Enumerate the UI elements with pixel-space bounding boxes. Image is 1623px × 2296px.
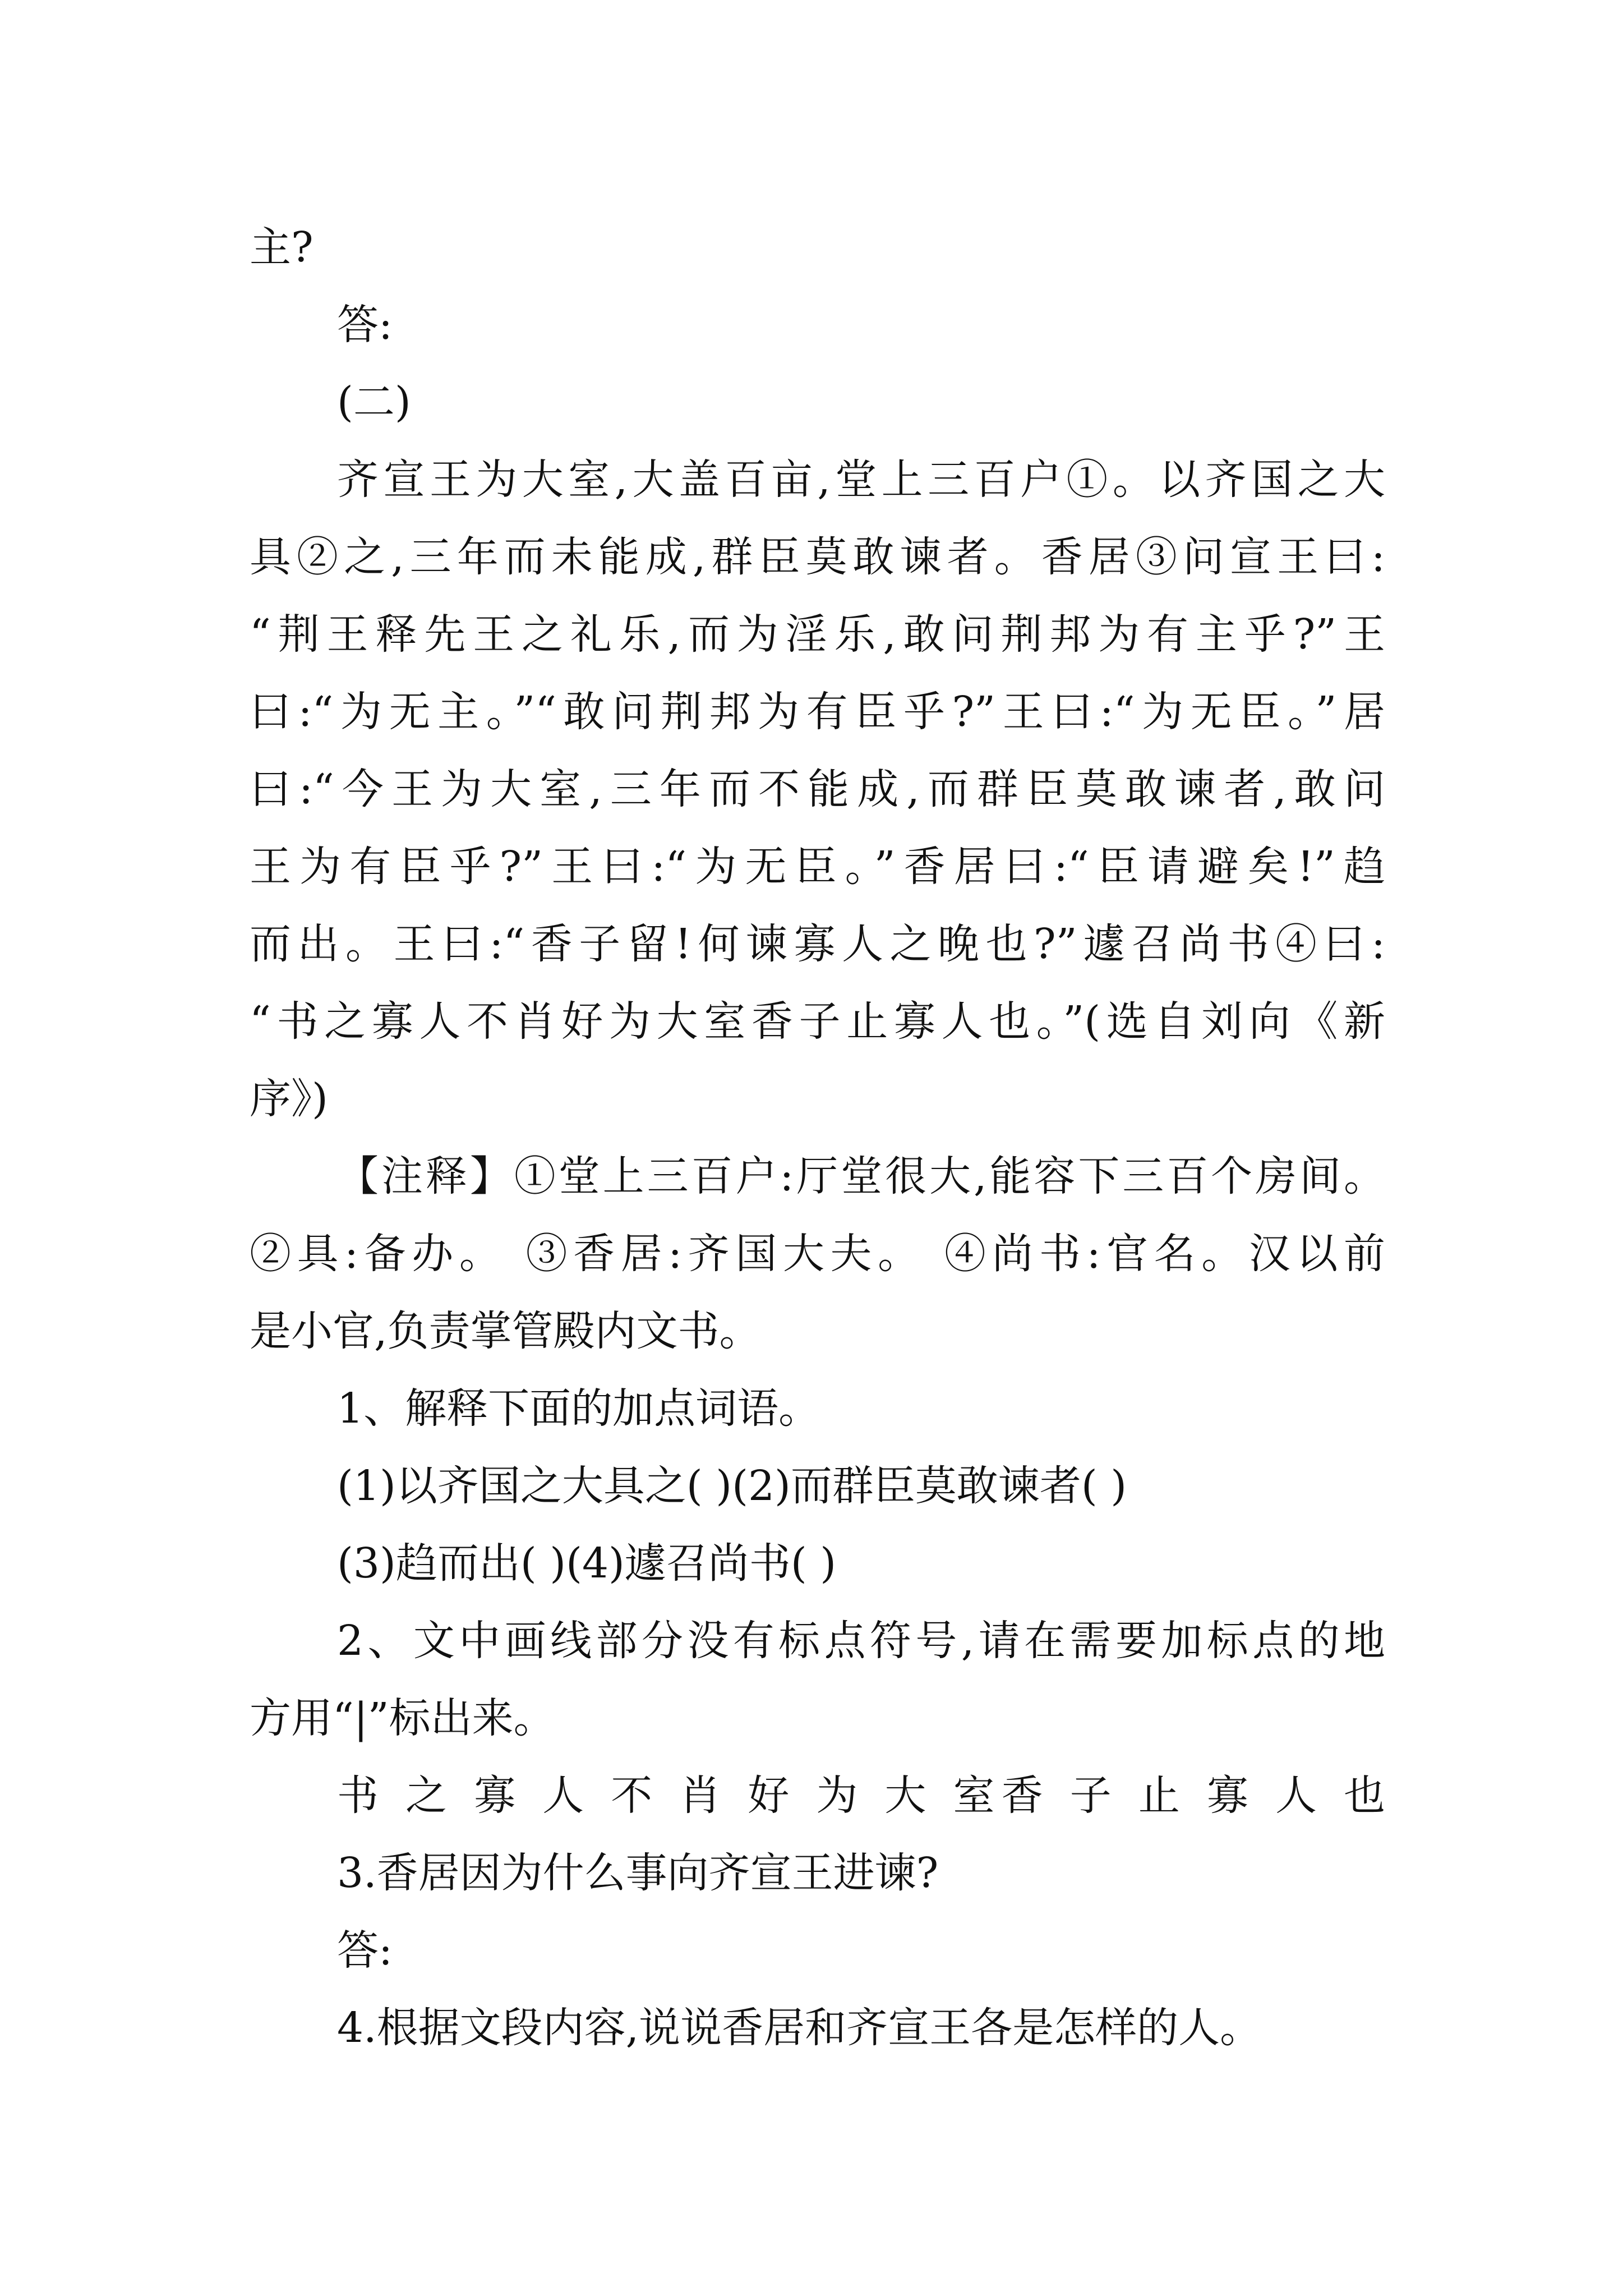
passage-line: 王为有臣乎?”王曰:“为无臣。”香居曰:“臣请避矣!”趋 [250, 843, 1385, 891]
question-4: 4.根据文段内容,说说香居和齐宣王各是怎样的人。 [337, 2004, 1262, 2052]
answer-label: 答: [337, 1926, 393, 1975]
passage-line: 而出。王曰:“香子留!何谏寡人之晚也?”遽召尚书④曰: [250, 920, 1385, 968]
question-1-items: (1)以齐国之大具之( )(2)而群臣莫敢谏者( ) [337, 1462, 1127, 1510]
passage-line: 曰:“为无主。”“敢问荆邦为有臣乎?”王曰:“为无臣。”居 [250, 688, 1385, 736]
question-1: 1、解释下面的加点词语。 [337, 1384, 820, 1433]
passage-line: 具②之,三年而未能成,群臣莫敢谏者。香居③问宣王曰: [250, 533, 1385, 581]
document-body [250, 209, 1385, 2067]
passage-line: 齐宣王为大室,大盖百亩,堂上三百户①。以齐国之大 [337, 455, 1385, 504]
question-2: 方用“|”标出来。 [250, 1694, 555, 1742]
notes-line: 【注释】①堂上三百户:厅堂很大,能容下三百个房间。 [337, 1152, 1385, 1200]
passage-line: 曰:“今王为大室,三年而不能成,而群臣莫敢谏者,敢问 [250, 765, 1385, 813]
question-1-items: (3)趋而出( )(4)遽召尚书( ) [337, 1539, 837, 1588]
passage-line: “荆王释先王之礼乐,而为淫乐,敢问荆邦为有主乎?”王 [250, 610, 1385, 659]
question-2-text: 书 之 寡 人 不 肖 好 为 大 室香 子 止 寡 人 也 [337, 1772, 1385, 1820]
answer-label: 答: [337, 301, 393, 349]
passage-line: 序》) [250, 1075, 328, 1123]
question-3: 3.香居因为什么事向齐宣王进谏? [337, 1849, 939, 1897]
passage-line: “书之寡人不肖好为大室香子止寡人也。”(选自刘向《新 [250, 997, 1385, 1046]
question-2: 2、文中画线部分没有标点符号,请在需要加标点的地 [337, 1617, 1385, 1665]
section-heading: (二) [337, 378, 411, 426]
notes-line: 是小官,负责掌管殿内文书。 [250, 1307, 761, 1355]
text-line-question-end: 主? [250, 223, 313, 272]
notes-line: ②具:备办。 ③香居:齐国大夫。 ④尚书:官名。汉以前 [250, 1230, 1385, 1278]
